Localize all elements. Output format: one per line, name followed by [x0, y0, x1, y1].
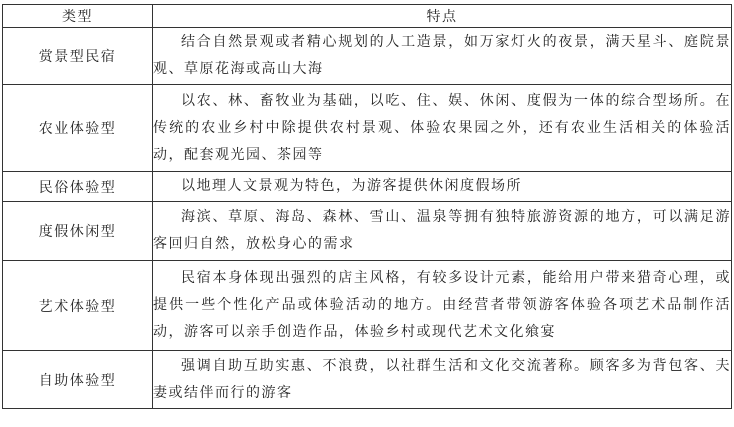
table-row — [3, 172, 732, 202]
desc-cell: 以地理人文景观为特色，为游客提供休闲度假场所 — [153, 172, 732, 202]
table-row — [3, 202, 732, 261]
type-cell: 赏景型民宿 — [3, 28, 153, 85]
table-row — [3, 351, 732, 409]
header-row — [3, 5, 732, 28]
header-type: 类型 — [3, 5, 153, 28]
desc-cell: 以农、林、畜牧业为基础，以吃、住、娱、休闲、度假为一体的综合型场所。在传统的农业乡村中除提供农村景观、体验农果园之外，还有农业生活相关的体验活动，配套观光园、茶园等 — [153, 85, 732, 172]
type-cell: 艺术体验型 — [3, 261, 153, 351]
table-row — [3, 85, 732, 172]
homestay-types-table — [2, 4, 732, 409]
type-cell: 自助体验型 — [3, 351, 153, 409]
desc-cell: 民宿本身体现出强烈的店主风格，有较多设计元素，能给用户带来猎奇心理，或提供一些个性化产品或体验活动的地方。由经营者带领游客体验各项艺术品制作活动，游客可以亲手创造作品，体验乡村或现代艺术文化飨宴 — [153, 261, 732, 351]
type-cell: 民俗体验型 — [3, 172, 153, 202]
header-features: 特点 — [153, 5, 732, 28]
type-cell: 度假休闲型 — [3, 202, 153, 261]
table-row — [3, 261, 732, 351]
desc-cell: 强调自助互助实惠、不浪费，以社群生活和文化交流著称。顾客多为背包客、夫妻或结伴而行的游客 — [153, 351, 732, 409]
desc-cell: 结合自然景观或者精心规划的人工造景，如万家灯火的夜景，满天星斗、庭院景观、草原花海或高山大海 — [153, 28, 732, 85]
type-cell: 农业体验型 — [3, 85, 153, 172]
table-row — [3, 28, 732, 85]
desc-cell: 海滨、草原、海岛、森林、雪山、温泉等拥有独特旅游资源的地方，可以满足游客回归自然，放松身心的需求 — [153, 202, 732, 261]
